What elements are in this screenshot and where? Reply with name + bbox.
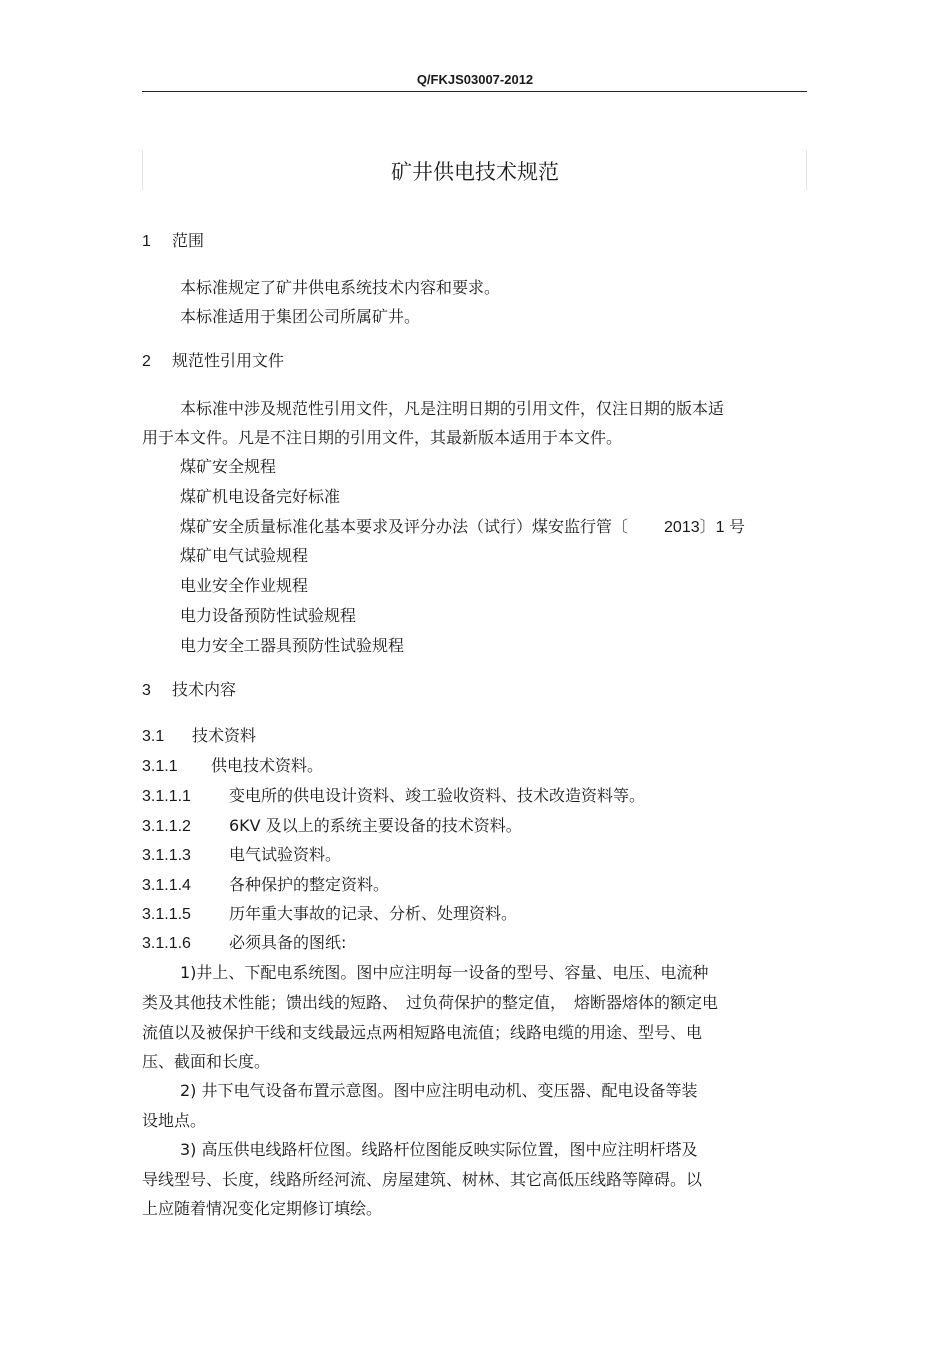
subsection-number: 3.1.1 bbox=[142, 758, 178, 775]
reference-item: 电力安全工器具预防性试验规程 bbox=[180, 636, 405, 655]
section-number: 3 bbox=[142, 682, 151, 699]
reference-text: 煤矿安全质量标准化基本要求及评分办法（试行）煤安监行管〔 bbox=[180, 517, 629, 536]
drawing-1-line: 1)井上、下配电系统图。图中应注明每一设备的型号、容量、电压、电流种 bbox=[180, 963, 709, 982]
clause-number: 3.1.1.1 bbox=[142, 788, 191, 805]
clause-number: 3.1.1.5 bbox=[142, 906, 191, 923]
document-code: Q/FKJS03007-2012 bbox=[416, 72, 534, 87]
drawing-2-line: 设地点。 bbox=[142, 1111, 207, 1130]
reference-item: 煤矿安全规程 bbox=[180, 457, 277, 476]
drawing-3-line: 导线型号、长度，线路所经河流、房屋建筑、树林、其它高低压线路等障碍。以 bbox=[142, 1170, 703, 1189]
clause-number: 3.1.1.3 bbox=[142, 847, 191, 864]
section-1-heading bbox=[142, 228, 204, 251]
clause-item bbox=[142, 813, 522, 836]
section-title: 技术内容 bbox=[172, 680, 237, 699]
page-title: 矿井供电技术规范 bbox=[391, 160, 559, 184]
reference-item: 电力设备预防性试验规程 bbox=[180, 606, 357, 625]
clause-item bbox=[142, 842, 341, 865]
reference-item: 电业安全作业规程 bbox=[180, 576, 309, 595]
drawing-3-line: 3) 高压供电线路杆位图。线路杆位图能反映实际位置，图中应注明杆塔及 bbox=[180, 1140, 698, 1159]
clause-number: 3.1.1.4 bbox=[142, 877, 191, 894]
clause-number: 3.1.1.2 bbox=[142, 818, 191, 835]
drawing-2-line: 2) 井下电气设备布置示意图。图中应注明电动机、变压器、配电设备等装 bbox=[180, 1081, 698, 1100]
clause-item bbox=[142, 901, 517, 924]
subsection-3-1 bbox=[142, 723, 256, 746]
drawing-1-line: 类及其他技术性能；馈出线的短路、 过负荷保护的整定值， 熔断器熔体的额定电 bbox=[142, 993, 719, 1012]
clause-text: 必须具备的图纸: bbox=[229, 933, 347, 952]
section-3-heading bbox=[142, 677, 236, 700]
section-title: 范围 bbox=[172, 231, 205, 250]
subsection-title: 供电技术资料。 bbox=[211, 756, 324, 775]
clause-text: 6KV 及以上的系统主要设备的技术资料。 bbox=[229, 816, 522, 835]
drawing-1-line: 压、截面和长度。 bbox=[142, 1052, 271, 1071]
subsection-number: 3.1 bbox=[142, 728, 165, 745]
reference-item bbox=[180, 514, 745, 537]
paragraph: 本标准适用于集团公司所属矿井。 bbox=[180, 307, 421, 326]
reference-item: 煤矿电气试验规程 bbox=[180, 546, 309, 565]
clause-number: 3.1.1.6 bbox=[142, 935, 191, 952]
clause-text: 历年重大事故的记录、分析、处理资料。 bbox=[229, 904, 518, 923]
paragraph-line: 本标准中涉及规范性引用文件，凡是注明日期的引用文件，仅注日期的版本适 bbox=[180, 399, 725, 418]
clause-item bbox=[142, 930, 346, 953]
paragraph-line: 用于本文件。凡是不注日期的引用文件，其最新版本适用于本文件。 bbox=[142, 428, 623, 447]
drawing-3-line: 上应随着情况变化定期修订填绘。 bbox=[142, 1199, 383, 1218]
reference-item: 煤矿机电设备完好标准 bbox=[180, 487, 341, 506]
clause-item bbox=[142, 783, 645, 806]
clause-text: 变电所的供电设计资料、竣工验收资料、技术改造资料等。 bbox=[229, 786, 646, 805]
reference-suffix: 2013〕1 号 bbox=[664, 519, 745, 536]
header-divider bbox=[142, 91, 807, 92]
clause-text: 电气试验资料。 bbox=[229, 845, 342, 864]
drawing-1-line: 流值以及被保护干线和支线最远点两相短路电流值；线路电缆的用途、型号、电 bbox=[142, 1023, 703, 1042]
paragraph: 本标准规定了矿井供电系统技术内容和要求。 bbox=[180, 278, 501, 297]
section-number: 1 bbox=[142, 233, 151, 250]
subsection-3-1-1 bbox=[142, 753, 323, 776]
clause-text: 各种保护的整定资料。 bbox=[229, 875, 390, 894]
clause-item bbox=[142, 872, 389, 895]
subsection-title: 技术资料 bbox=[192, 726, 257, 745]
section-title: 规范性引用文件 bbox=[172, 351, 285, 370]
section-number: 2 bbox=[142, 353, 151, 370]
section-2-heading bbox=[142, 348, 284, 371]
